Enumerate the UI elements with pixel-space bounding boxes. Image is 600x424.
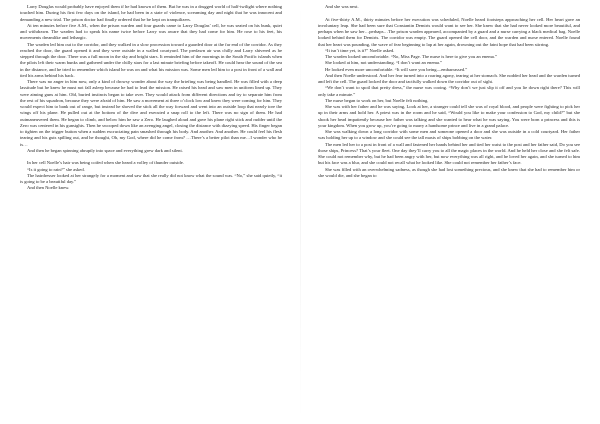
paragraph: “It isn’t time yet, is it?” Noelle asked.	[325, 47, 395, 53]
paragraph: And then Noelle understood. And her fear turned into a roaring agony, tearing at her stomach. She nodded her head and the warden turned and left the cell. The guard locked the door and tactfully walked down the corridor out of sight.	[318, 72, 580, 84]
paragraph: And then he began spinning abruptly into space and everything grew dark and silent.	[27, 147, 183, 153]
page-gutter	[300, 0, 301, 424]
paragraph: “We don’t want to spoil that pretty dress,” the nurse was cooing. “Why don’t we just slip it off and you lie down right there? This will only take a minute.”	[318, 85, 580, 97]
paragraph: In her cell Noelle’s hair was being coifed when she heard a volley of thunder outside.	[27, 160, 184, 166]
paragraph: And then Noelle knew.	[27, 185, 70, 191]
left-page	[20, 4, 282, 424]
paragraph: The hairdresser looked at her strangely for a moment and saw that she really did not know what the sound was. “No,” she said quietly, “it is going to be a beautiful day.”	[20, 172, 282, 184]
paragraph: Larry Douglas would probably have enjoyed them if he had known of them. But he was in a drugged world of half-twilight where nothing touched him. During his first few days on the island, he had been in a state of violence, screaming day and night that he was innocent and demanding a new trial. The prison doctor had finally ordered that he be kept on tranquilizers.	[20, 4, 282, 22]
paragraph: She looked at him, not understanding. “I don’t want an enema.”	[325, 60, 443, 66]
right-page	[318, 4, 580, 424]
paragraph: She was with her father and he was saying, Look at her, a stranger could tell she was of royal blood, and people were fighting to pick her up in their arms and hold her. A priest was in the room and he said, “Would you like to make your confession to God, my child?” but she shook her head impatiently because her father was talking and she wanted to hear what he was saying. You were born a princess and this is your kingdom. When you grow up, you’re going to marry a handsome prince and live in a grand palace.	[318, 104, 580, 128]
paragraph: There was no anger in him now, only a kind of drowsy wonder about the way the briefing was being handled. He was filled with a deep lassitude but he knew he must not fall asleep because he had to lead the mission. He raised his head and saw men in uniform lined up. They were aiming guns at him. Old, buried instincts began to take over. They would attack from different directions and try to separate him from the rest of his squadron, because they were afraid of him. He saw a movement at three o’clock low and knew they were coming for him. They would expect him to bank out of range, but instead he shoved the stick all the way forward and went into an outside loop that nearly tore the wings off his plane. He pulled out at the bottom of the dive and executed a snap roll to the left. There was no sign of them. He had outmaneuvered them. He began to climb, and below him he saw a Zero. He laughed aloud and gave his plane right stick and rudder until the Zero was centered in his gunsights. Then he swooped down like an avenging angel, closing the distance with dizzying speed. His finger began to tighten on the trigger button when a sudden excruciating pain smashed through his body. And another. And another. He could feel his flesh tearing and his guts spilling out, and he thought, Oh, my God, where did he come from? …There’s a better pilot than me…I wonder who he is…	[20, 79, 282, 147]
paragraph: She was filled with an overwhelming sadness, as though she had lost something precious, and she knew that she had to remember him or she would die, and she began to	[318, 166, 580, 178]
paragraph: The warden looked uncomfortable. “No, Miss Page. The nurse is here to give you an enema.”	[325, 54, 498, 59]
paragraph: The men led her to a post in front of a wall and fastened her hands behind her and tied her waist to the post and her father said, Do you see those ships, Princess? That’s your fleet. One day they’ll carry you to all the magic places in the world. And he held her close and she felt safe. She could not remember why, but he had been angry with her, but now everything was all right, and he loved her again, and she turned to him but his face was a blur, and she could not recall what he looked like. She could not remember her father’s face.	[318, 141, 580, 166]
paragraph: The nurse began to work on her, but Noelle felt nothing.	[325, 97, 429, 103]
paragraph: He looked even more uncomfortable. “It will save you being—embarrassed.”	[325, 66, 468, 72]
paragraph: At five-thirty A.M., thirty minutes before her execution was scheduled, Noelle heard footsteps approaching her cell. Her heart gave an involuntary leap. She had been sure that Constantin Demiris would want to see her. She knew that she had never looked more beautiful, and perhaps when he saw her…perhaps…The prison warden appeared, accompanied by a guard and a nurse carrying a black medical bag. Noelle looked behind them for Demiris. The corridor was empty. The guard opened the cell door, and the warden and nurse entered. Noelle found that her heart was pounding, the wave of fear beginning to lap at her again, drowning out the faint hope that had been stirring.	[318, 16, 580, 47]
paragraph: At ten minutes before five A.M., when the prison warden and four guards came to Larry Douglas’ cell, he was seated on his bunk, quiet and withdrawn. The warden had to speak his name twice before Larry was aware that they had come for him. He rose to his feet, his movements dreamlike and lethargic.	[20, 22, 282, 41]
paragraph: The warden led him out to the corridor, and they walked in a slow procession toward a guarded door at the far end of the corridor. As they reached the door, the guard opened it and they were outside in a walled courtyard. The predawn air was chilly and Larry shivered as he stepped through the door. There was a full moon in the sky and bright stars. It reminded him of the mornings in the South Pacific islands when the pilots left their warm bunks and gathered under the chilly stars for a last minute briefing before takeoff. He could hear the sound of the sea in the distance, and he tried to remember which island he was on and what his mission was. Some men led him to a post in front of a wall and tied his arms behind his back.	[20, 41, 282, 78]
paragraph: She was walking down a long corridor with some men and someone opened a door and she was outside in a cold courtyard. Her father was holding her up to a window and she could see the tall masts of ships bobbing on the water.	[318, 129, 580, 141]
paragraph: And she was next.	[325, 4, 359, 9]
paragraph: “Is it going to rain?” she asked.	[27, 166, 85, 172]
